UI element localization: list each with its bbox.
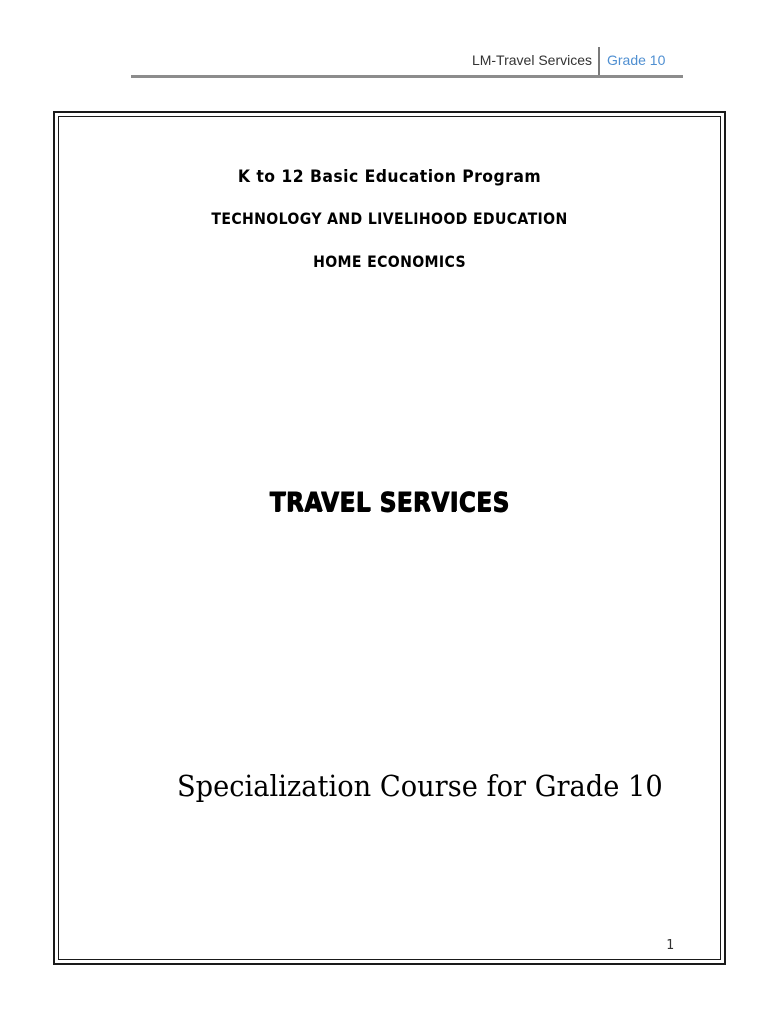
header-rule: [131, 75, 683, 78]
cover-frame: [53, 111, 726, 965]
strand-title: HOME ECONOMICS: [313, 252, 466, 271]
page-number: 1: [666, 938, 674, 953]
subject-title: TECHNOLOGY AND LIVELIHOOD EDUCATION: [211, 209, 568, 228]
header-grade: Grade 10: [607, 52, 666, 68]
program-title: K to 12 Basic Education Program: [237, 167, 542, 187]
page-header: [0, 0, 768, 80]
course-title: TRAVEL SERVICES: [269, 487, 510, 518]
cover-frame-inner: [58, 116, 721, 960]
header-title: LM-Travel Services: [471, 52, 592, 68]
specialization-subtitle: Specialization Course for Grade 10: [177, 769, 663, 803]
header-separator: [598, 47, 600, 75]
